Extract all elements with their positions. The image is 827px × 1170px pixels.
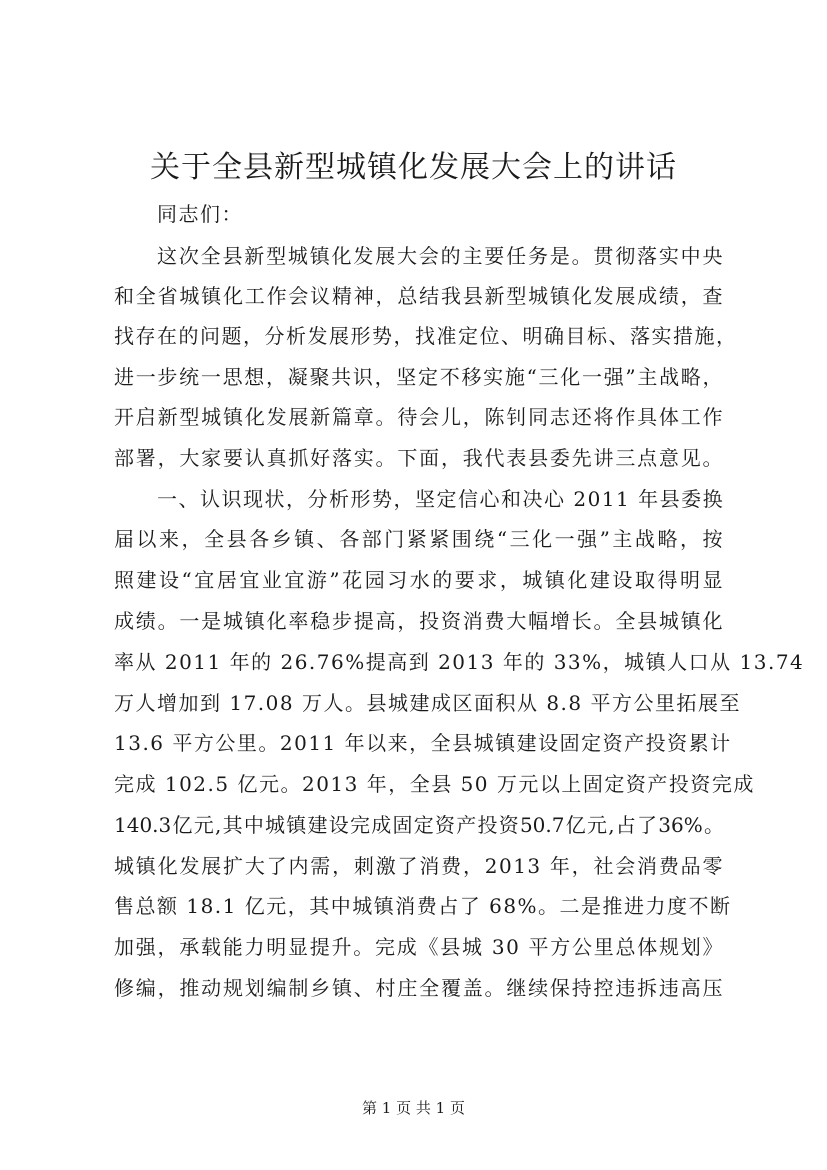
page-number: 第 1 页 共 1 页: [362, 1099, 465, 1117]
body-line: 售总额 18.1 亿元，其中城镇消费占了 68%。二是推进力度不断: [114, 894, 732, 918]
salutation-line: 同志们：: [157, 202, 243, 226]
body-line: 13.6 平方公里。2011 年以来，全县城镇建设固定资产投资累计: [114, 731, 732, 755]
body-line: 部署，大家要认真抓好落实。下面，我代表县委先讲三点意见。: [114, 446, 724, 470]
body-line: 城镇化发展扩大了内需，刺激了消费，2013 年，社会消费品零: [114, 854, 724, 878]
section-heading-line: 一、认识现状，分析形势，坚定信心和决心 2011 年县委换: [157, 487, 725, 511]
body-line: 进一步统一思想，凝聚共识，坚定不移实施“三化一强”主战略，: [114, 365, 724, 389]
body-line: 照建设“宜居宜业宜游”花园习水的要求，城镇化建设取得明显: [114, 568, 724, 592]
body-line: 率从 2011 年的 26.76%提高到 2013 年的 33%，城镇人口从 13.74: [114, 650, 805, 674]
body-line: 加强，承载能力明显提升。完成《县城 30 平方公里总体规划》: [114, 935, 724, 959]
document-title: 关于全县新型城镇化发展大会上的讲话: [150, 150, 677, 185]
body-line: 找存在的问题，分析发展形势，找准定位、明确目标、落实措施，: [114, 324, 738, 348]
body-line: 这次全县新型城镇化发展大会的主要任务是。贯彻落实中央: [157, 244, 724, 268]
body-line: 修编，推动规划编制乡镇、村庄全覆盖。继续保持控违拆违高压: [114, 976, 724, 1000]
body-line: 完成 102.5 亿元。2013 年，全县 50 万元以上固定资产投资完成: [114, 772, 755, 796]
body-line: 届以来，全县各乡镇、各部门紧紧围绕“三化一强”主战略，按: [114, 527, 724, 551]
body-line: 140.3亿元,其中城镇建设完成固定资产投资50.7亿元,占了36%。: [114, 813, 724, 837]
body-line: 和全省城镇化工作会议精神，总结我县新型城镇化发展成绩，查: [114, 284, 724, 308]
body-line: 成绩。一是城镇化率稳步提高，投资消费大幅增长。全县城镇化: [114, 609, 724, 633]
body-line: 开启新型城镇化发展新篇章。待会儿，陈钊同志还将作具体工作: [114, 405, 724, 429]
body-line: 万人增加到 17.08 万人。县城建成区面积从 8.8 平方公里拓展至: [114, 691, 741, 715]
